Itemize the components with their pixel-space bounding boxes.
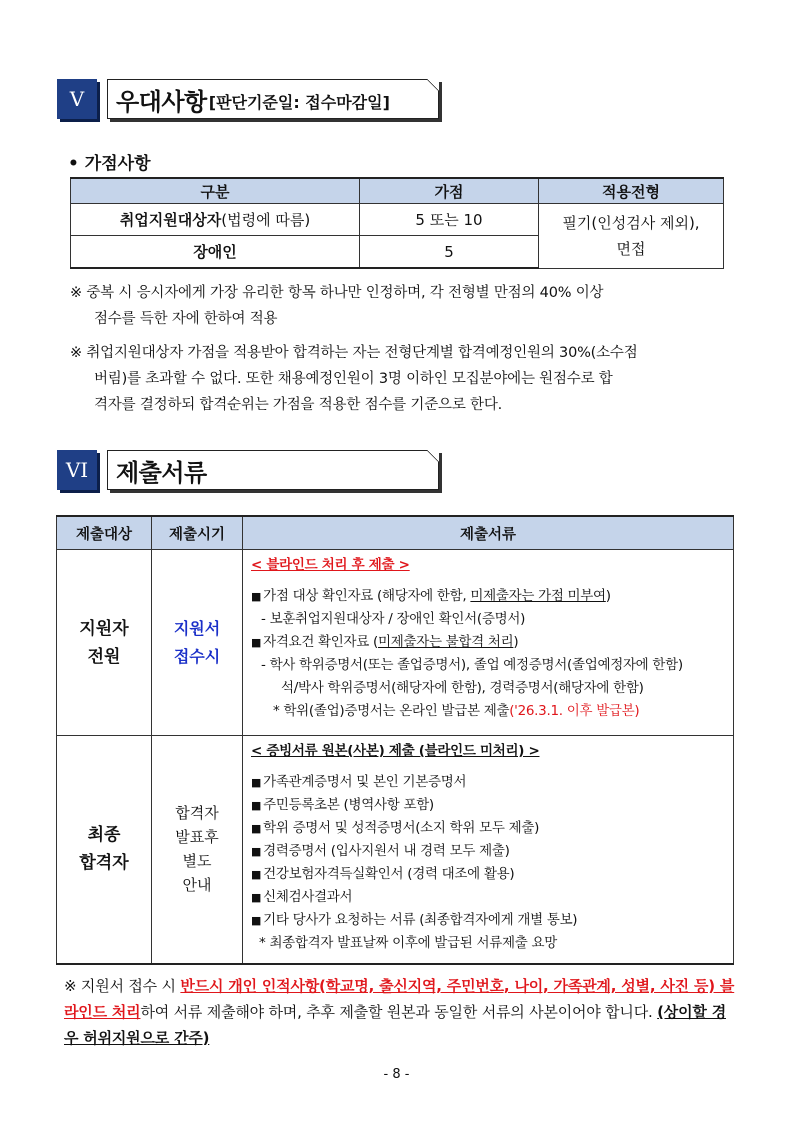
square-bullet-icon: ■	[251, 822, 262, 835]
section-6-title-box	[107, 450, 439, 490]
note-2: ※ 취업지원대상자 가점을 적용받아 합격하는 자는 전형단계별 합격예정인원의 30%(소수점 버림)를 초과할 수 없다. 또한 채용예정인원이 3명 이하인 모집분야에는 원점수로 합 격자를 결정하되 합격순위는 가점을 적용한 점수를 기준으로 한다.	[70, 345, 638, 413]
col-header: 제출대상	[57, 516, 152, 550]
section-6-number: VI	[57, 450, 97, 490]
submission-footnote: ※ 지원서 접수 시 반드시 개인 인적사항(학교명, 출신지역, 주민번호, 나이, 가족관계, 성별, 사진 등) 블라인드 처리하여 서류 제출해야 하며, 추후 제출할 원본과 동일한 서류의 사본이어야 합니다. (상이할 경우 허위지원으로 간주)	[64, 977, 735, 1047]
col-header: 제출서류	[243, 516, 734, 550]
note-1: ※ 중복 시 응시자에게 가장 유리한 항목 하나만 인정하며, 각 전형별 만점의 40% 이상 점수를 득한 자에 한하여 적용	[70, 285, 604, 327]
section-5-number: V	[57, 79, 97, 119]
section-5-subtitle: [판단기준일: 접수마감일]	[208, 92, 390, 112]
col-header: 가점	[360, 178, 539, 204]
table-row: 취업지원대상자(법령에 따름) 5 또는 10 필기(인성검사 제외), 면접	[71, 204, 724, 236]
section-5-title-box	[107, 79, 439, 119]
square-bullet-icon: ■	[251, 891, 262, 904]
col-header: 구분	[71, 178, 360, 204]
timing-applicants: 지원서 접수시	[152, 550, 243, 736]
timing-final: 합격자 발표후 별도 안내	[152, 736, 243, 964]
bullet-icon: •	[68, 154, 79, 174]
bonus-points-heading: • 가점사항	[68, 154, 151, 174]
docs-final: < 증빙서류 원본(사본) 제출 (블라인드 미처리) > ■ 가족관계증명서 및 본인 기본증명서 ■ 주민등록초본 (병역사항 포함) ■ 학위 증명서 및 성적증명서(소지 학위 모두 제출) ■ 경력증명서 (입사지원서 내 경력 모두 제출) ■ 건강보험자격득실확인서 (경력 대조에 활용) ■ 신체검사결과서 ■ 기타 당사가 요청하는 서류 (최종합격자에게 개별 통보) * 최종합격자 발표날짜 이후에 발급된 서류제출 요망	[243, 736, 734, 964]
bonus-points-table	[70, 177, 724, 269]
col-header: 적용전형	[539, 178, 724, 204]
square-bullet-icon: ■	[251, 636, 262, 649]
square-bullet-icon: ■	[251, 590, 262, 603]
square-bullet-icon: ■	[251, 845, 262, 858]
square-bullet-icon: ■	[251, 776, 262, 789]
target-final: 최종 합격자	[57, 736, 152, 964]
page-number: - 8 -	[383, 1067, 410, 1082]
table-row	[57, 736, 734, 964]
applied-stage: 필기(인성검사 제외), 면접	[539, 204, 724, 269]
square-bullet-icon: ■	[251, 914, 262, 927]
square-bullet-icon: ■	[251, 868, 262, 881]
table-row	[57, 550, 734, 736]
documents-table	[56, 515, 734, 965]
section-5-title: 우대사항	[116, 87, 207, 116]
target-applicants: 지원자 전원	[57, 550, 152, 736]
col-header: 제출시기	[152, 516, 243, 550]
docs-applicants: < 블라인드 처리 후 제출 > ■ 가점 대상 확인자료 (해당자에 한함, 미제출자는 가점 미부여) - 보훈취업지원대상자 / 장애인 확인서(증명서) ■ 자격요건 확인자료 (미제출자는 불합격 처리) - 학사 학위증명서(또는 졸업증명서), 졸업 예정증명서(졸업예정자에 한함) 석/박사 학위증명서(해당자에 한함), 경력증명서(해당자에 한함) * 학위(졸업)증명서는 온라인 발급본 제출('26.3.1. 이후 발급본)	[243, 550, 734, 736]
square-bullet-icon: ■	[251, 799, 262, 812]
table-row: 장애인 5	[71, 236, 724, 269]
section-6-title: 제출서류	[116, 458, 207, 487]
